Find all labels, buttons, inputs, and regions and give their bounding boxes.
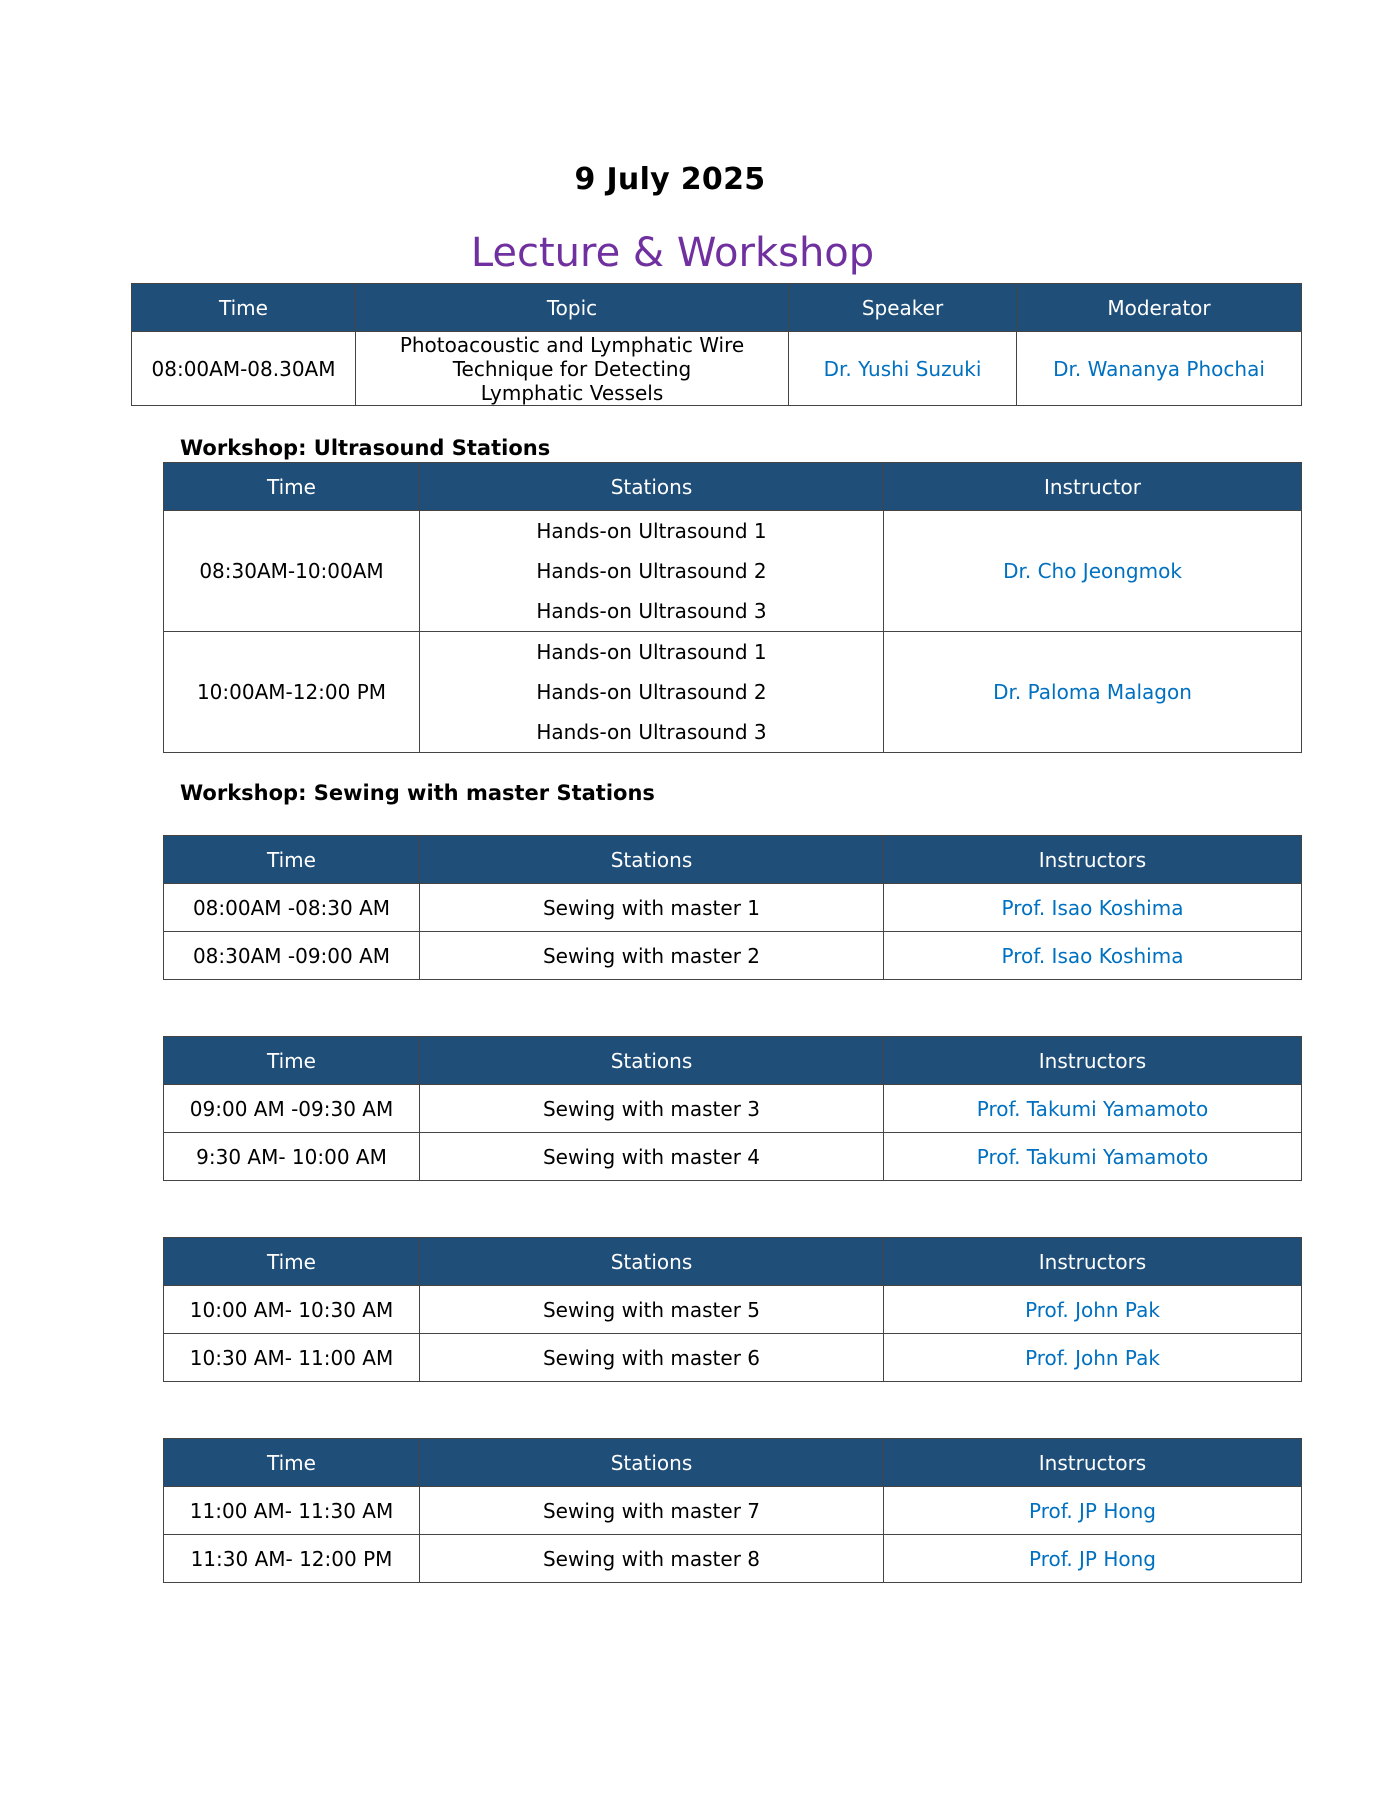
col-header-moderator: Moderator xyxy=(1017,284,1302,332)
station-item: Hands-on Ultrasound 3 xyxy=(536,599,767,623)
time-cell: 08:00AM-08.30AM xyxy=(132,332,356,406)
instructor-cell: Dr. Cho Jeongmok xyxy=(884,511,1302,632)
station-cell: Sewing with master 8 xyxy=(420,1535,884,1583)
time-cell: 08:30AM -09:00 AM xyxy=(164,932,420,980)
col-header-instructors: Instructors xyxy=(884,1439,1302,1487)
col-header-topic: Topic xyxy=(356,284,789,332)
time-cell: 9:30 AM- 10:00 AM xyxy=(164,1133,420,1181)
stations-cell xyxy=(420,511,884,632)
col-header-stations: Stations xyxy=(420,1037,884,1085)
col-header-stations: Stations xyxy=(420,463,884,511)
instructor-cell: Prof. JP Hong xyxy=(884,1487,1302,1535)
instructor-cell: Prof. JP Hong xyxy=(884,1535,1302,1583)
table-header-row xyxy=(164,1238,1302,1286)
instructor-cell: Prof. Takumi Yamamoto xyxy=(884,1085,1302,1133)
time-cell: 10:00 AM- 10:30 AM xyxy=(164,1286,420,1334)
table-row xyxy=(164,1535,1302,1583)
time-cell: 11:30 AM- 12:00 PM xyxy=(164,1535,420,1583)
table-row xyxy=(164,1334,1302,1382)
time-cell: 08:30AM-10:00AM xyxy=(164,511,420,632)
topic-line: Photoacoustic and Lymphatic Wire xyxy=(399,332,745,357)
instructor-cell: Dr. Paloma Malagon xyxy=(884,632,1302,753)
instructor-cell: Prof. Isao Koshima xyxy=(884,932,1302,980)
station-item: Hands-on Ultrasound 2 xyxy=(536,680,767,704)
station-item: Hands-on Ultrasound 2 xyxy=(536,559,767,583)
topic-line: Lymphatic Vessels xyxy=(480,380,664,405)
col-header-stations: Stations xyxy=(420,1238,884,1286)
station-cell: Sewing with master 3 xyxy=(420,1085,884,1133)
page-date: 9 July 2025 xyxy=(574,162,766,197)
col-header-instructors: Instructors xyxy=(884,836,1302,884)
col-header-time: Time xyxy=(164,1037,420,1085)
station-cell: Sewing with master 4 xyxy=(420,1133,884,1181)
time-cell: 09:00 AM -09:30 AM xyxy=(164,1085,420,1133)
topic-cell xyxy=(356,332,789,406)
col-header-instructors: Instructors xyxy=(884,1037,1302,1085)
ultrasound-table xyxy=(163,462,1302,753)
topic-line: Technique for Detecting xyxy=(452,356,692,381)
table-row xyxy=(164,932,1302,980)
sewing-table-2 xyxy=(163,1036,1302,1181)
time-cell: 10:00AM-12:00 PM xyxy=(164,632,420,753)
table-row xyxy=(164,1085,1302,1133)
instructor-cell: Prof. John Pak xyxy=(884,1334,1302,1382)
col-header-speaker: Speaker xyxy=(789,284,1017,332)
station-cell: Sewing with master 2 xyxy=(420,932,884,980)
col-header-stations: Stations xyxy=(420,1439,884,1487)
table-row xyxy=(164,1487,1302,1535)
time-cell: 08:00AM -08:30 AM xyxy=(164,884,420,932)
ultrasound-section-title: Workshop: Ultrasound Stations xyxy=(180,436,551,460)
time-cell: 11:00 AM- 11:30 AM xyxy=(164,1487,420,1535)
table-row xyxy=(164,884,1302,932)
col-header-time: Time xyxy=(132,284,356,332)
table-header-row xyxy=(164,836,1302,884)
col-header-time: Time xyxy=(164,1238,420,1286)
sewing-table-4 xyxy=(163,1438,1302,1583)
col-header-time: Time xyxy=(164,463,420,511)
station-item: Hands-on Ultrasound 3 xyxy=(536,720,767,744)
table-row xyxy=(164,511,1302,632)
table-header-row xyxy=(164,1037,1302,1085)
col-header-stations: Stations xyxy=(420,836,884,884)
table-row xyxy=(164,1133,1302,1181)
station-item: Hands-on Ultrasound 1 xyxy=(536,640,767,664)
table-header-row xyxy=(132,284,1302,332)
sewing-section-title: Workshop: Sewing with master Stations xyxy=(180,781,655,805)
table-header-row xyxy=(164,1439,1302,1487)
table-row xyxy=(132,332,1302,406)
lecture-table xyxy=(131,283,1302,406)
time-cell: 10:30 AM- 11:00 AM xyxy=(164,1334,420,1382)
instructor-cell: Prof. John Pak xyxy=(884,1286,1302,1334)
table-row xyxy=(164,632,1302,753)
table-row xyxy=(164,1286,1302,1334)
instructor-cell: Prof. Takumi Yamamoto xyxy=(884,1133,1302,1181)
col-header-time: Time xyxy=(164,836,420,884)
col-header-instructors: Instructors xyxy=(884,1238,1302,1286)
speaker-cell: Dr. Yushi Suzuki xyxy=(789,332,1017,406)
station-cell: Sewing with master 5 xyxy=(420,1286,884,1334)
station-cell: Sewing with master 6 xyxy=(420,1334,884,1382)
moderator-cell: Dr. Wananya Phochai xyxy=(1017,332,1302,406)
col-header-time: Time xyxy=(164,1439,420,1487)
stations-cell xyxy=(420,632,884,753)
station-item: Hands-on Ultrasound 1 xyxy=(536,519,767,543)
station-cell: Sewing with master 1 xyxy=(420,884,884,932)
station-cell: Sewing with master 7 xyxy=(420,1487,884,1535)
sewing-table-3 xyxy=(163,1237,1302,1382)
lecture-title: Lecture & Workshop xyxy=(470,230,875,276)
instructor-cell: Prof. Isao Koshima xyxy=(884,884,1302,932)
table-header-row xyxy=(164,463,1302,511)
sewing-table-1 xyxy=(163,835,1302,980)
col-header-instructor: Instructor xyxy=(884,463,1302,511)
